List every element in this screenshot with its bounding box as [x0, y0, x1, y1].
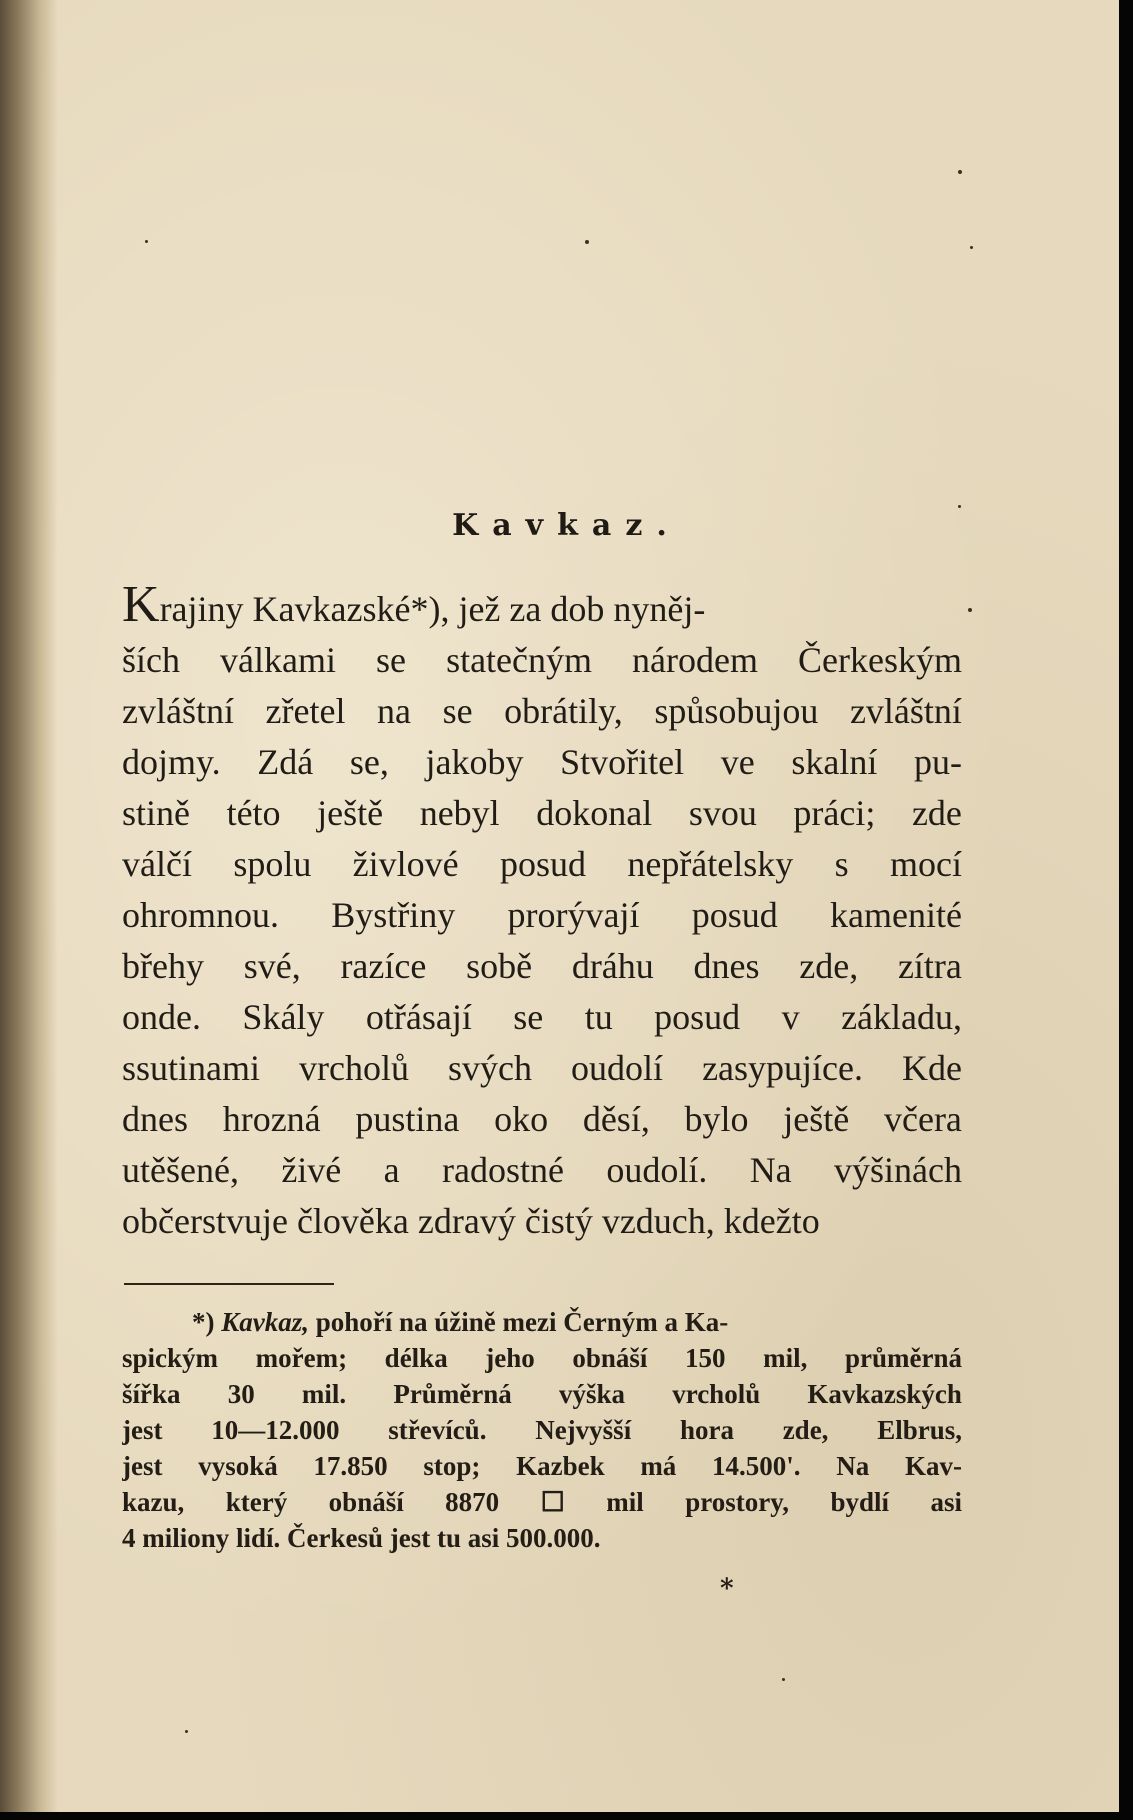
footnote-line: 4 miliony lidí. Čerkesů jest tu asi 500.000. [122, 1523, 601, 1553]
scan-edge-bottom [0, 1812, 1133, 1820]
footnote-line [122, 1304, 962, 1340]
body-line: občerstvuje člověka zdravý čistý vzduch, kdežto [122, 1201, 820, 1241]
body-line [122, 584, 962, 635]
body-line: onde. Skály otřásají se tu posud v základu, [122, 997, 962, 1037]
body-paragraph [122, 584, 962, 1247]
page-gutter [0, 0, 58, 1820]
body-line: dojmy. Zdá se, jakoby Stvořitel ve skalní pu- [122, 742, 962, 782]
footnote-term: Kavkaz, [221, 1307, 309, 1337]
drop-cap: K [122, 584, 160, 633]
speck [145, 240, 148, 243]
body-line: břehy své, razíce sobě dráhu dnes zde, zítra [122, 946, 962, 986]
first-line-text: rajiny Kavkazské*), jež za dob nyněj- [159, 589, 706, 629]
footnote-line: jest vysoká 17.850 stop; Kazbek má 14.500'. Na Kav- [122, 1451, 962, 1481]
footnote-line: kazu, který obnáší 8870 ☐ mil prostory, bydlí asi [122, 1487, 962, 1517]
body-line: ších válkami se statečným národem Čerkeským [122, 640, 962, 680]
footnote-rule [124, 1283, 334, 1285]
body-line: utěšené, živé a radostné oudolí. Na výšinách [122, 1150, 962, 1190]
body-line: stině této ještě nebyl dokonal svou práci; zde [122, 793, 962, 833]
signature-mark: * [720, 1574, 734, 1604]
speck [970, 246, 973, 249]
body-line: zvláštní zřetel na se obrátily, spůsobujou zvláštní [122, 691, 962, 731]
scan-edge-right [1119, 0, 1133, 1820]
body-line: válčí spolu živlové posud nepřátelsky s mocí [122, 844, 962, 884]
speck [958, 170, 962, 174]
speck [782, 1678, 785, 1681]
footnote-line: šířka 30 mil. Průměrná výška vrcholů Kavkazských [122, 1379, 962, 1409]
chapter-heading: Kavkaz. [452, 508, 681, 543]
body-line: dnes hrozná pustina oko děsí, bylo ještě včera [122, 1099, 962, 1139]
speck [585, 240, 589, 244]
speck [185, 1730, 188, 1733]
footnote-marker: *) [192, 1307, 215, 1337]
footnote-first-line-text: pohoří na úžině mezi Černým a Ka- [315, 1307, 729, 1337]
speck [968, 608, 972, 612]
footnote [122, 1304, 962, 1556]
footnote-line: jest 10—12.000 střevíců. Nejvyšší hora zde, Elbrus, [122, 1415, 962, 1445]
footnote-line: spickým mořem; délka jeho obnáší 150 mil, průměrná [122, 1343, 962, 1373]
body-line: ohromnou. Bystřiny prorývají posud kamenité [122, 895, 962, 935]
body-line: ssutinami vrcholů svých oudolí zasypujíce. Kde [122, 1048, 962, 1088]
